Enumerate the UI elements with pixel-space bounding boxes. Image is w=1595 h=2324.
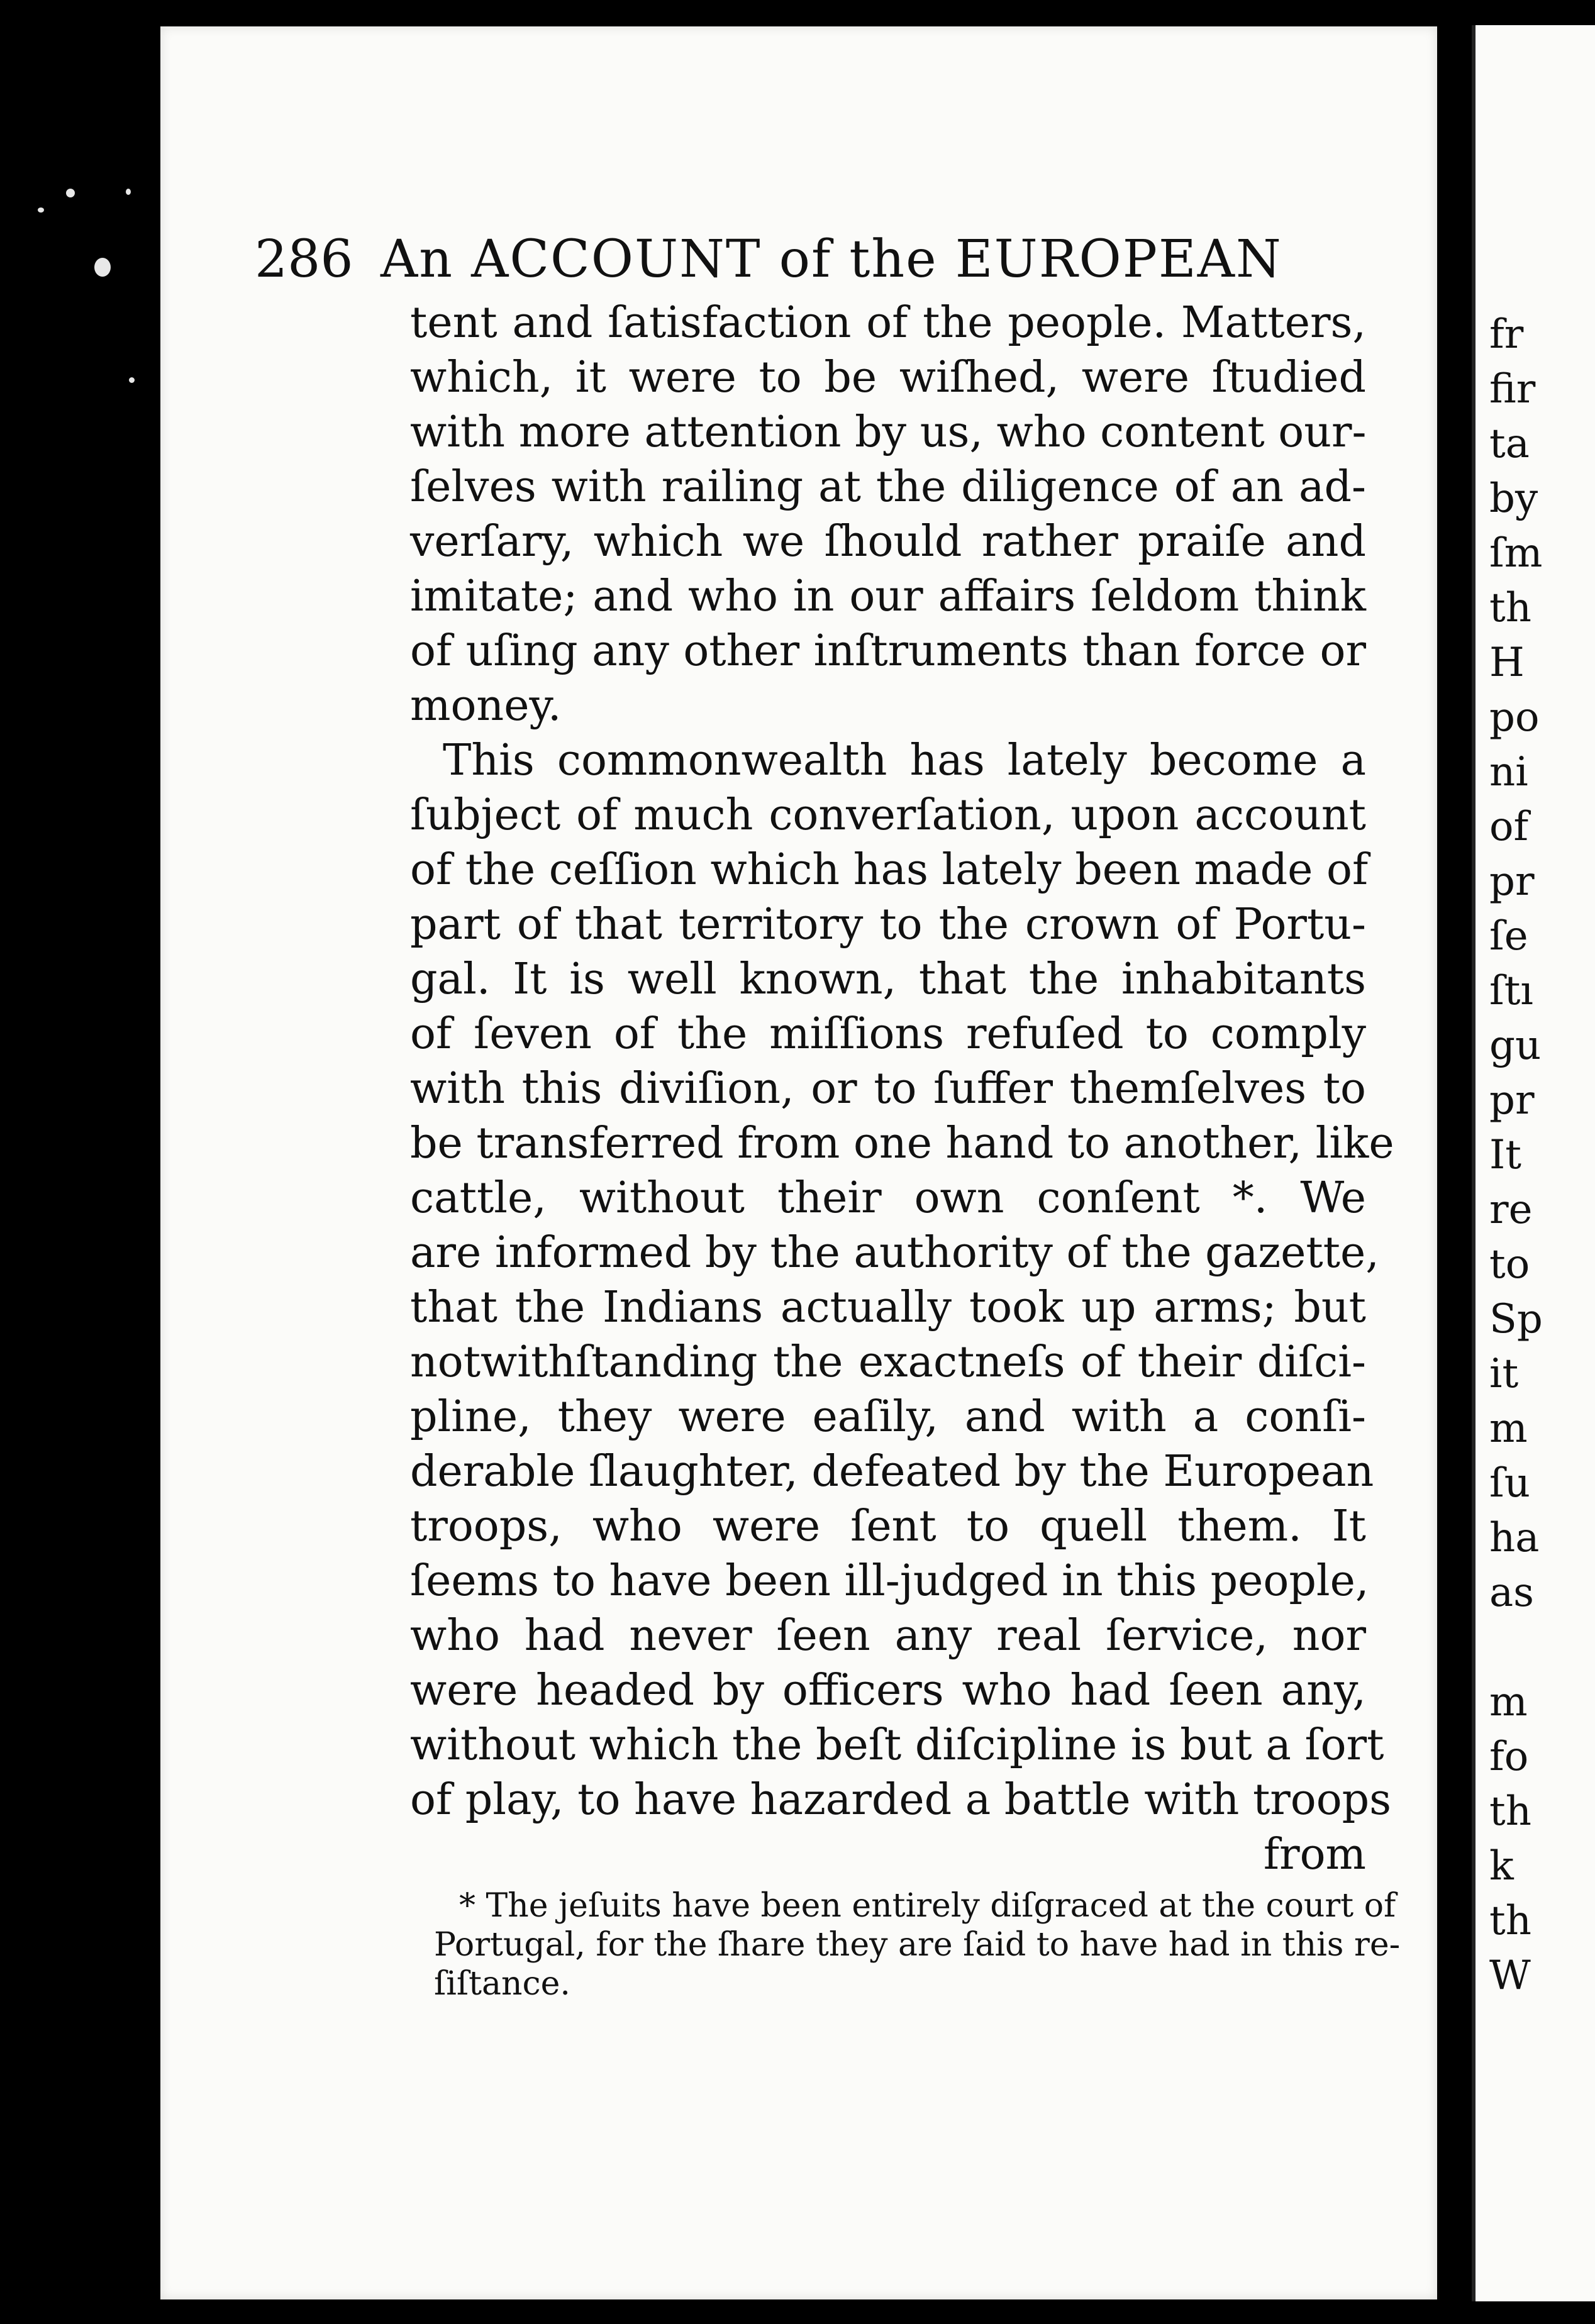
footnote-line: ſiſtance. <box>434 1965 570 2003</box>
text-line: of the ceſſion which has lately been made of <box>410 845 1369 895</box>
page-number: 286 <box>255 230 353 289</box>
facing-page-fragment: as <box>1489 1569 1534 1616</box>
facing-page-fragment: fir <box>1489 366 1536 412</box>
scan-speck <box>38 208 44 213</box>
facing-page <box>1472 25 1595 2301</box>
text-line: which, it were to be wiſhed, were ſtudied <box>410 353 1366 402</box>
facing-page-fragment: fr <box>1489 311 1524 358</box>
text-line: without which the beſt diſcipline is but a ſort <box>410 1720 1384 1770</box>
scan-speck <box>66 189 75 197</box>
facing-page-fragment: ni <box>1489 749 1528 795</box>
facing-page-fragment: to <box>1489 1241 1530 1288</box>
facing-page-fragment: ſm <box>1489 530 1543 577</box>
text-line: be transferred from one hand to another, like <box>410 1119 1394 1168</box>
text-line: part of that territory to the crown of Portu- <box>410 900 1366 949</box>
facing-page-fragment: of <box>1489 804 1529 850</box>
text-line: ſubject of much converſation, upon account <box>410 790 1366 840</box>
text-line: notwithſtanding the exactneſs of their diſci- <box>410 1337 1366 1387</box>
facing-page-fragment: pr <box>1489 858 1535 905</box>
facing-page-fragment: ſu <box>1489 1460 1530 1507</box>
text-line: are informed by the authority of the gazette, <box>410 1228 1379 1278</box>
facing-page-fragment: re <box>1489 1187 1533 1233</box>
text-line: were headed by officers who had ſeen any, <box>410 1666 1366 1715</box>
facing-page-fragment: k <box>1489 1843 1514 1890</box>
text-line: gal. It is well known, that the inhabitants <box>410 954 1366 1004</box>
scan-speck <box>129 377 135 383</box>
facing-page-fragment: W <box>1489 1952 1531 1999</box>
facing-page-fragment: m <box>1489 1679 1528 1725</box>
scan-speck <box>94 258 111 277</box>
text-line: cattle, without their own conſent *. We <box>410 1173 1366 1223</box>
facing-page-fragment: it <box>1489 1351 1519 1397</box>
text-line: ſelves with railing at the diligence of an ad- <box>410 462 1366 512</box>
facing-page-fragment: ſe <box>1489 913 1528 960</box>
facing-page-fragment: ſtı <box>1489 968 1533 1014</box>
text-line: imitate; and who in our affairs ſeldom think <box>410 572 1366 621</box>
running-title: An ACCOUNT of the EUROPEAN <box>381 230 1282 289</box>
facing-page-fragment: by <box>1489 475 1538 522</box>
text-line: derable ſlaughter, defeated by the European <box>410 1447 1374 1497</box>
text-line: of uſing any other inſtruments than force or <box>410 626 1366 676</box>
facing-page-fragment: th <box>1489 1898 1531 1944</box>
body-text <box>410 296 1394 1882</box>
text-line: of play, to have hazarded a battle with troops <box>410 1775 1392 1825</box>
facing-page-fragment: H <box>1489 639 1525 686</box>
text-line: ſeems to have been ill-judged in this people, <box>410 1556 1369 1606</box>
facing-page-fragment: gu <box>1489 1022 1542 1069</box>
footnote-line: * The jeſuits have been entirely diſgraced at the court of <box>459 1887 1396 1925</box>
facing-page-fragment: Sp <box>1489 1296 1543 1342</box>
text-line: money. <box>410 681 562 731</box>
footnote <box>434 1886 1401 2003</box>
text-line: with more attention by us, who content our- <box>410 407 1367 457</box>
text-line: tent and ſatisfaction of the people. Matters, <box>410 298 1366 348</box>
facing-page-fragment: fo <box>1489 1734 1529 1780</box>
text-line: who had never ſeen any real ſervice, nor <box>410 1611 1366 1661</box>
footnote-line: Portugal, for the ſhare they are ſaid to have had in this re- <box>434 1926 1401 1964</box>
text-line: troops, who were ſent to quell them. It <box>410 1502 1366 1551</box>
text-line: This commonwealth has lately become a <box>443 736 1366 785</box>
facing-page-fragment: m <box>1489 1405 1528 1452</box>
text-line: of ſeven of the miſſions refuſed to comply <box>410 1009 1366 1059</box>
facing-page-fragment: th <box>1489 1788 1531 1835</box>
text-line: with this diviſion, or to ſuffer themſelves to <box>410 1064 1366 1114</box>
facing-page-fragment: ta <box>1489 421 1530 467</box>
scan-speck <box>126 189 131 195</box>
facing-page-fragment: th <box>1489 585 1531 631</box>
text-line: from <box>1263 1830 1366 1879</box>
facing-page-fragment: It <box>1489 1132 1521 1178</box>
text-line: pline, they were eaſily, and with a conſi- <box>410 1392 1366 1442</box>
text-line: that the Indians actually took up arms; but <box>410 1283 1366 1332</box>
facing-page-fragment: ha <box>1489 1515 1540 1561</box>
text-line: verſary, which we ſhould rather praiſe and <box>410 517 1366 567</box>
facing-page-fragment: pr <box>1489 1077 1535 1124</box>
running-header <box>255 230 1282 289</box>
facing-page-fragment: po <box>1489 694 1540 741</box>
